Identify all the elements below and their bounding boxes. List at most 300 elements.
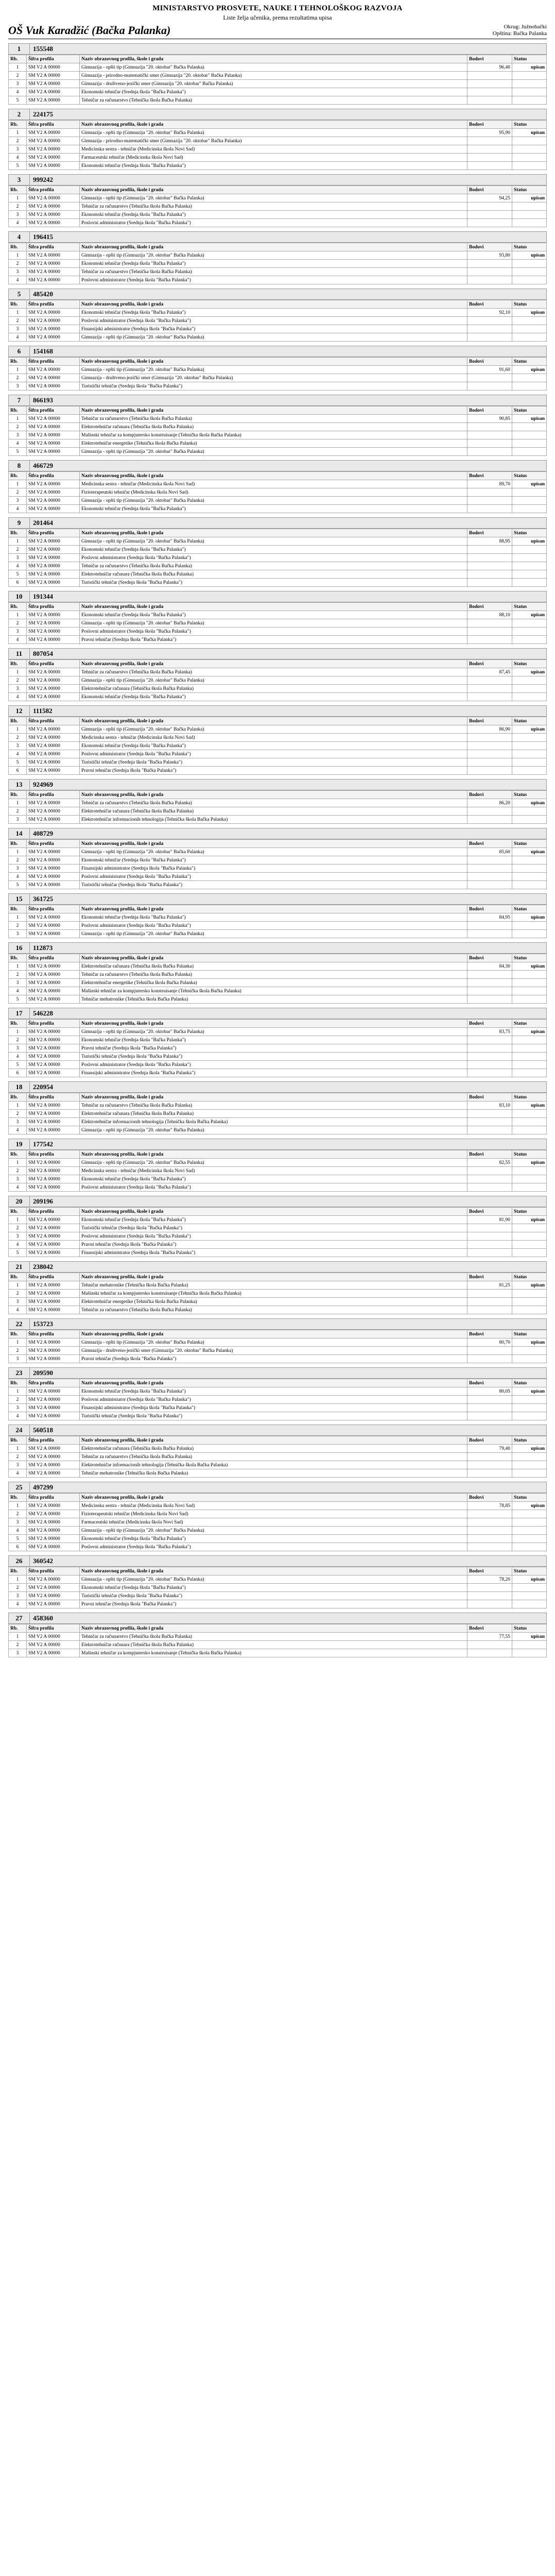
table-header-row [9, 1150, 547, 1159]
table-row [9, 987, 547, 995]
points [467, 154, 512, 162]
table-row [9, 1584, 547, 1592]
table-row [9, 807, 547, 816]
profile-code: SM V2 A 00000 [27, 767, 80, 775]
wish-list-table [8, 905, 547, 938]
student-rank: 7 [9, 395, 30, 405]
profile-code: SM V2 A 00000 [27, 260, 80, 268]
wish-list-table [8, 1493, 547, 1551]
table-row [9, 725, 547, 734]
profile-name: Gimnazija - opšti tip (Gimnazija "20. oktobar" Bačka Palanka) [80, 1527, 467, 1535]
column-header-points: Bodovi [467, 55, 512, 63]
table-row [9, 922, 547, 930]
profile-code: SM V2 A 00000 [27, 268, 80, 276]
profile-code: SM V2 A 00000 [27, 1518, 80, 1527]
column-header-code: Šifra profila [27, 1020, 80, 1028]
profile-code: SM V2 A 00000 [27, 497, 80, 505]
status [512, 1249, 547, 1257]
student-rank: 13 [9, 779, 30, 790]
profile-name: Pravni tehničar (Srednja škola "Bačka Palanka") [80, 1600, 467, 1608]
column-header-rank: Rb. [9, 1494, 27, 1502]
status [512, 145, 547, 154]
points: 79,40 [467, 1445, 512, 1453]
student-code: 408729 [33, 829, 53, 837]
status [512, 807, 547, 816]
profile-code: SM V2 A 00000 [27, 742, 80, 750]
status [512, 1224, 547, 1232]
points [467, 922, 512, 930]
profile-name: Finansijski administrator (Srednja škola "Bačka Palanka") [80, 865, 467, 873]
table-row [9, 1061, 547, 1069]
wish-list-table [8, 790, 547, 824]
student-rank: 12 [9, 706, 30, 716]
student-rank: 3 [9, 175, 30, 185]
profile-name: Pravni tehničar (Srednja škola "Bačka Palanka") [80, 1355, 467, 1363]
column-header-points: Bodovi [467, 791, 512, 799]
profile-name: Poslovni administrator (Srednja škola "Bačka Palanka") [80, 1232, 467, 1241]
table-row [9, 505, 547, 513]
profile-name: Mašinski tehničar za kompjutersko konstruisanje (Tehnička škola Bačka Palanka) [80, 1649, 467, 1657]
profile-name: Turistički tehničar (Srednja škola "Bačka Palanka") [80, 382, 467, 391]
profile-code: SM V2 A 00000 [27, 505, 80, 513]
student-block [8, 779, 547, 824]
wish-list-table [8, 1093, 547, 1134]
table-row [9, 439, 547, 448]
status [512, 325, 547, 333]
column-header-name: Naziv obrazovnog profila, škole i grada [80, 406, 467, 415]
table-header-row [9, 1379, 547, 1387]
profile-name: Ekonomski tehničar (Srednja škola "Bačka Palanka") [80, 742, 467, 750]
points [467, 1461, 512, 1469]
points: 81,90 [467, 1216, 512, 1224]
status [512, 971, 547, 979]
column-header-name: Naziv obrazovnog profila, škole i grada [80, 1494, 467, 1502]
row-number: 3 [9, 1044, 27, 1053]
table-row [9, 758, 547, 767]
table-header-row [9, 243, 547, 251]
points [467, 211, 512, 219]
profile-name: Tehničar mehatronike (Tehnička škola Bačka Palanka) [80, 1281, 467, 1290]
row-number: 4 [9, 636, 27, 644]
wish-list-table [8, 1207, 547, 1257]
status [512, 856, 547, 865]
profile-code: SM V2 A 00000 [27, 913, 80, 922]
points: 96,40 [467, 63, 512, 72]
row-number: 4 [9, 1527, 27, 1535]
profile-name: Ekonomski tehničar (Srednja škola "Bačka Palanka") [80, 162, 467, 170]
column-header-status: Status [512, 472, 547, 480]
student-block [8, 395, 547, 456]
status [512, 1126, 547, 1134]
row-number: 1 [9, 668, 27, 676]
table-row [9, 816, 547, 824]
table-row [9, 636, 547, 644]
profile-code: SM V2 A 00000 [27, 1298, 80, 1306]
row-number: 4 [9, 873, 27, 881]
profile-code: SM V2 A 00000 [27, 219, 80, 227]
points [467, 1396, 512, 1404]
column-header-points: Bodovi [467, 186, 512, 194]
status: upisan [512, 415, 547, 423]
column-header-code: Šifra profila [27, 905, 80, 913]
profile-code: SM V2 A 00000 [27, 734, 80, 742]
status [512, 260, 547, 268]
column-header-points: Bodovi [467, 1020, 512, 1028]
profile-name: Farmaceutski tehničar (Medicinska škola Novi Sad) [80, 1518, 467, 1527]
status [512, 276, 547, 284]
row-number: 1 [9, 480, 27, 488]
points [467, 1453, 512, 1461]
profile-name: Tehničar za računarstvo (Tehnička škola Bačka Palanka) [80, 1453, 467, 1461]
student-rank: 11 [9, 649, 30, 659]
status [512, 734, 547, 742]
points [467, 856, 512, 865]
table-header-row [9, 1624, 547, 1633]
points: 93,80 [467, 251, 512, 260]
profile-name: Elektrotehničar računara (Tehnička škola Bačka Palanka) [80, 962, 467, 971]
row-number: 4 [9, 1306, 27, 1314]
table-row [9, 693, 547, 701]
column-header-status: Status [512, 1093, 547, 1101]
row-number: 4 [9, 1183, 27, 1192]
row-number: 5 [9, 1535, 27, 1543]
status [512, 1044, 547, 1053]
column-header-rank: Rb. [9, 840, 27, 848]
profile-code: SM V2 A 00000 [27, 1044, 80, 1053]
profile-name: Medicinska sestra - tehničar (Medicinska škola Novi Sad) [80, 734, 467, 742]
points [467, 546, 512, 554]
profile-name: Gimnazija - opšti tip (Gimnazija "20. oktobar" Bačka Palanka) [80, 1159, 467, 1167]
table-header-row [9, 529, 547, 537]
table-row [9, 1592, 547, 1600]
profile-code: SM V2 A 00000 [27, 366, 80, 374]
row-number: 4 [9, 154, 27, 162]
student-rank: 23 [9, 1368, 30, 1378]
column-header-name: Naziv obrazovnog profila, škole i grada [80, 840, 467, 848]
row-number: 3 [9, 497, 27, 505]
points: 84,95 [467, 913, 512, 922]
column-header-status: Status [512, 300, 547, 309]
points [467, 881, 512, 889]
points [467, 439, 512, 448]
points [467, 1592, 512, 1600]
profile-name: Gimnazija - opšti tip (Gimnazija "20. oktobar" Bačka Palanka) [80, 676, 467, 685]
row-number: 2 [9, 1510, 27, 1518]
status [512, 1543, 547, 1551]
column-header-rank: Rb. [9, 905, 27, 913]
student-header [8, 1425, 547, 1436]
student-block [8, 828, 547, 889]
points [467, 202, 512, 211]
profile-name: Ekonomski tehničar (Srednja škola "Bačka Palanka") [80, 1387, 467, 1396]
column-header-rank: Rb. [9, 791, 27, 799]
student-code: 224175 [33, 110, 53, 118]
profile-name: Poslovni administrator (Srednja škola "Bačka Palanka") [80, 317, 467, 325]
status [512, 374, 547, 382]
status [512, 546, 547, 554]
column-header-name: Naziv obrazovnog profila, škole i grada [80, 472, 467, 480]
table-row [9, 930, 547, 938]
profile-name: Medicinska sestra - tehničar (Medicinska škola Novi Sad) [80, 1502, 467, 1510]
profile-code: SM V2 A 00000 [27, 1306, 80, 1314]
profile-name: Elektrotehničar računara (Tehnička škola Bačka Palanka) [80, 807, 467, 816]
points [467, 333, 512, 342]
column-header-status: Status [512, 1020, 547, 1028]
points [467, 971, 512, 979]
row-number: 1 [9, 1338, 27, 1347]
student-header [8, 828, 547, 839]
table-row [9, 562, 547, 570]
column-header-points: Bodovi [467, 603, 512, 611]
table-row [9, 325, 547, 333]
profile-code: SM V2 A 00000 [27, 145, 80, 154]
points [467, 382, 512, 391]
wish-list-table [8, 1273, 547, 1314]
column-header-name: Naziv obrazovnog profila, škole i grada [80, 1150, 467, 1159]
profile-code: SM V2 A 00000 [27, 930, 80, 938]
column-header-code: Šifra profila [27, 717, 80, 725]
row-number: 5 [9, 162, 27, 170]
profile-name: Ekonomski tehničar (Srednja škola "Bačka Palanka") [80, 1584, 467, 1592]
table-row [9, 488, 547, 497]
row-number: 4 [9, 439, 27, 448]
student-header [8, 460, 547, 471]
points: 87,45 [467, 668, 512, 676]
points [467, 1404, 512, 1412]
profile-code: SM V2 A 00000 [27, 799, 80, 807]
column-header-code: Šifra profila [27, 529, 80, 537]
profile-name: Turistički tehničar (Srednja škola "Bačka Palanka") [80, 758, 467, 767]
status [512, 554, 547, 562]
profile-name: Poslovni administrator (Srednja škola "Bačka Palanka") [80, 276, 467, 284]
points [467, 750, 512, 758]
profile-code: SM V2 A 00000 [27, 1461, 80, 1469]
status [512, 922, 547, 930]
row-number: 2 [9, 1453, 27, 1461]
points [467, 72, 512, 80]
profile-name: Fizioterapeutski tehničar (Medicinska škola Novi Sad) [80, 488, 467, 497]
profile-name: Gimnazija - opšti tip (Gimnazija "20. oktobar" Bačka Palanka) [80, 537, 467, 546]
student-code: 466729 [33, 462, 53, 469]
status [512, 1232, 547, 1241]
wish-list-table [8, 1624, 547, 1657]
status [512, 1306, 547, 1314]
table-row [9, 619, 547, 628]
profile-code: SM V2 A 00000 [27, 1535, 80, 1543]
row-number: 2 [9, 488, 27, 497]
table-row [9, 88, 547, 96]
student-code: 999242 [33, 176, 53, 183]
table-row [9, 382, 547, 391]
points: 83,75 [467, 1028, 512, 1036]
points [467, 1249, 512, 1257]
profile-code: SM V2 A 00000 [27, 202, 80, 211]
student-block [8, 517, 547, 587]
profile-code: SM V2 A 00000 [27, 546, 80, 554]
column-header-status: Status [512, 1208, 547, 1216]
table-row [9, 570, 547, 579]
table-row [9, 1510, 547, 1518]
student-block [8, 109, 547, 170]
student-header [8, 648, 547, 659]
status: upisan [512, 63, 547, 72]
status [512, 685, 547, 693]
row-number: 3 [9, 1518, 27, 1527]
profile-name: Turistički tehničar (Srednja škola "Bačka Palanka") [80, 1412, 467, 1420]
column-header-code: Šifra profila [27, 472, 80, 480]
table-row [9, 251, 547, 260]
table-row [9, 865, 547, 873]
table-header-row [9, 186, 547, 194]
table-row [9, 1355, 547, 1363]
column-header-points: Bodovi [467, 1567, 512, 1575]
status [512, 423, 547, 431]
profile-name: Tehničar za računarstvo (Tehnička škola Bačka Palanka) [80, 971, 467, 979]
status [512, 1355, 547, 1363]
status [512, 1053, 547, 1061]
status: upisan [512, 913, 547, 922]
table-row [9, 202, 547, 211]
column-header-rank: Rb. [9, 1208, 27, 1216]
table-header-row [9, 791, 547, 799]
column-header-points: Bodovi [467, 358, 512, 366]
points [467, 1510, 512, 1518]
column-header-code: Šifra profila [27, 1208, 80, 1216]
student-block [8, 174, 547, 227]
points [467, 1600, 512, 1608]
table-row [9, 971, 547, 979]
profile-name: Ekonomski tehničar (Srednja škola "Bačka Palanka") [80, 913, 467, 922]
student-header [8, 1318, 547, 1330]
row-number: 4 [9, 1600, 27, 1608]
row-number: 1 [9, 309, 27, 317]
table-row [9, 497, 547, 505]
row-number: 3 [9, 1175, 27, 1183]
points [467, 317, 512, 325]
table-header-row [9, 1273, 547, 1281]
student-code: 485420 [33, 290, 53, 298]
profile-code: SM V2 A 00000 [27, 488, 80, 497]
wish-list-table [8, 1150, 547, 1192]
points [467, 767, 512, 775]
student-code: 807054 [33, 650, 53, 657]
status [512, 865, 547, 873]
status [512, 1600, 547, 1608]
points [467, 423, 512, 431]
row-number: 2 [9, 971, 27, 979]
table-row [9, 333, 547, 342]
profile-code: SM V2 A 00000 [27, 415, 80, 423]
status: upisan [512, 1633, 547, 1641]
ministry-title: MINISTARSTVO PROSVETE, NAUKE I TEHNOLOŠKOG RAZVOJA [152, 4, 403, 12]
wish-list-table [8, 1567, 547, 1608]
row-number: 1 [9, 1575, 27, 1584]
table-row [9, 1175, 547, 1183]
column-header-code: Šifra profila [27, 121, 80, 129]
table-row [9, 913, 547, 922]
status [512, 636, 547, 644]
row-number: 3 [9, 1461, 27, 1469]
column-header-points: Bodovi [467, 300, 512, 309]
column-header-rank: Rb. [9, 954, 27, 962]
table-row [9, 579, 547, 587]
status [512, 202, 547, 211]
student-header [8, 1261, 547, 1273]
row-number: 3 [9, 1592, 27, 1600]
table-header-row [9, 55, 547, 63]
points [467, 619, 512, 628]
row-number: 2 [9, 1290, 27, 1298]
points [467, 1584, 512, 1592]
points [467, 1167, 512, 1175]
points [467, 268, 512, 276]
profile-name: Gimnazija - opšti tip (Gimnazija "20. oktobar" Bačka Palanka) [80, 497, 467, 505]
row-number: 3 [9, 325, 27, 333]
column-header-rank: Rb. [9, 1330, 27, 1338]
row-number: 3 [9, 865, 27, 873]
wish-list-table [8, 602, 547, 644]
row-number: 1 [9, 848, 27, 856]
status [512, 1453, 547, 1461]
student-rank: 4 [9, 232, 30, 242]
profile-name: Turistički tehničar (Srednja škola "Bačka Palanka") [80, 1053, 467, 1061]
row-number: 3 [9, 554, 27, 562]
column-header-rank: Rb. [9, 1150, 27, 1159]
profile-code: SM V2 A 00000 [27, 1527, 80, 1535]
column-header-name: Naziv obrazovnog profila, škole i grada [80, 358, 467, 366]
table-row [9, 799, 547, 807]
table-row [9, 1347, 547, 1355]
table-row [9, 480, 547, 488]
column-header-code: Šifra profila [27, 406, 80, 415]
profile-name: Tehničar za računarstvo (Tehnička škola Bačka Palanka) [80, 202, 467, 211]
wish-list-table [8, 717, 547, 775]
status [512, 767, 547, 775]
column-header-status: Status [512, 1494, 547, 1502]
points [467, 276, 512, 284]
row-number: 4 [9, 505, 27, 513]
status [512, 1298, 547, 1306]
row-number: 3 [9, 1118, 27, 1126]
student-header [8, 395, 547, 406]
table-row [9, 137, 547, 145]
table-header-row [9, 1330, 547, 1338]
column-header-name: Naziv obrazovnog profila, škole i grada [80, 1379, 467, 1387]
row-number: 2 [9, 807, 27, 816]
profile-name: Ekonomski tehničar (Srednja škola "Bačka Palanka") [80, 505, 467, 513]
table-row [9, 96, 547, 105]
column-header-status: Status [512, 1330, 547, 1338]
status [512, 1527, 547, 1535]
row-number: 4 [9, 693, 27, 701]
row-number: 3 [9, 268, 27, 276]
profile-code: SM V2 A 00000 [27, 1216, 80, 1224]
row-number: 1 [9, 913, 27, 922]
profile-code: SM V2 A 00000 [27, 154, 80, 162]
row-number: 2 [9, 260, 27, 268]
profile-code: SM V2 A 00000 [27, 676, 80, 685]
profile-code: SM V2 A 00000 [27, 251, 80, 260]
status [512, 162, 547, 170]
row-number: 3 [9, 685, 27, 693]
profile-code: SM V2 A 00000 [27, 317, 80, 325]
row-number: 2 [9, 734, 27, 742]
profile-code: SM V2 A 00000 [27, 162, 80, 170]
row-number: 6 [9, 767, 27, 775]
row-number: 2 [9, 1224, 27, 1232]
column-header-name: Naziv obrazovnog profila, škole i grada [80, 1330, 467, 1338]
profile-name: Elektrotehničar energetike (Tehnička škola Bačka Palanka) [80, 439, 467, 448]
